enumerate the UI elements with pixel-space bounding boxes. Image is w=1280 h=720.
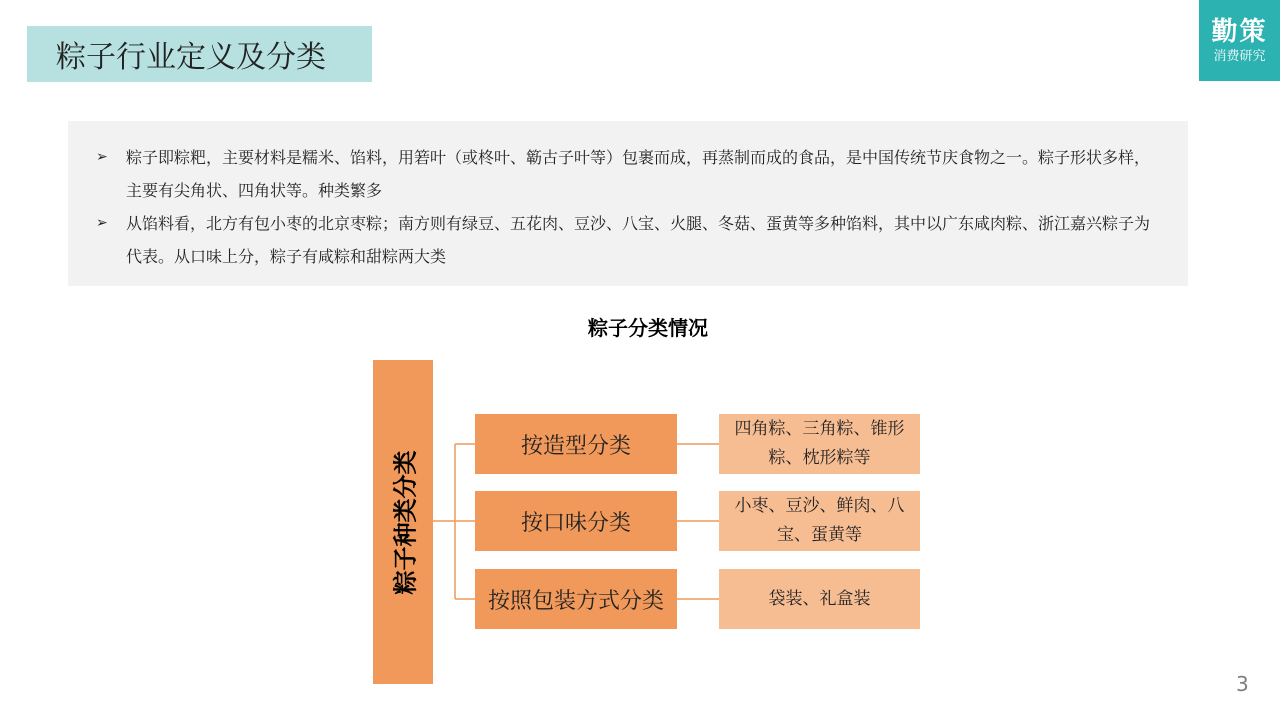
category-node-label: 按造型分类 [520, 433, 631, 459]
category-node [475, 414, 677, 474]
arrow-bullet-icon: ➢ [96, 149, 108, 165]
category-node [475, 491, 677, 551]
diagram-title: 粽子分类情况 [588, 316, 708, 340]
diagram-root-node [373, 360, 433, 684]
detail-node [719, 414, 920, 474]
arrow-bullet-icon: ➢ [96, 215, 108, 231]
intro-bullet-text: 粽子即粽粑，主要材料是糯米、馅料，用箬叶（或柊叶、簕古子叶等）包裹而成，再蒸制而成的食品，是中国传统节庆食物之一。粽子形状多样，主要有尖角状、四角状等。种类繁多 [126, 148, 1151, 200]
detail-node [719, 491, 920, 551]
category-node [475, 569, 677, 629]
category-node-label: 按口味分类 [520, 510, 631, 536]
category-node-label: 按照包装方式分类 [487, 588, 664, 614]
detail-node [719, 569, 920, 629]
detail-node-text: 四角粽、三角粽、锥形粽、枕形粽等 [734, 419, 905, 468]
logo-main-text: 勤策 [1211, 16, 1268, 47]
detail-node-text: 小枣、豆沙、鲜肉、八宝、蛋黄等 [734, 496, 905, 545]
page-title: 粽子行业定义及分类 [56, 40, 326, 75]
root-node-label: 粽子种类分类 [390, 450, 420, 594]
detail-node-text: 袋装、礼盒装 [768, 588, 871, 609]
page-number: 3 [1236, 672, 1249, 696]
intro-bullet-text: 从馅料看，北方有包小枣的北京枣粽；南方则有绿豆、五花肉、豆沙、八宝、火腿、冬菇、蛋黄等多种馅料，其中以广东咸肉粽、浙江嘉兴粽子为代表。从口味上分，粽子有咸粽和甜粽两大类 [126, 214, 1151, 266]
logo-sub-text: 消费研究 [1213, 48, 1266, 64]
